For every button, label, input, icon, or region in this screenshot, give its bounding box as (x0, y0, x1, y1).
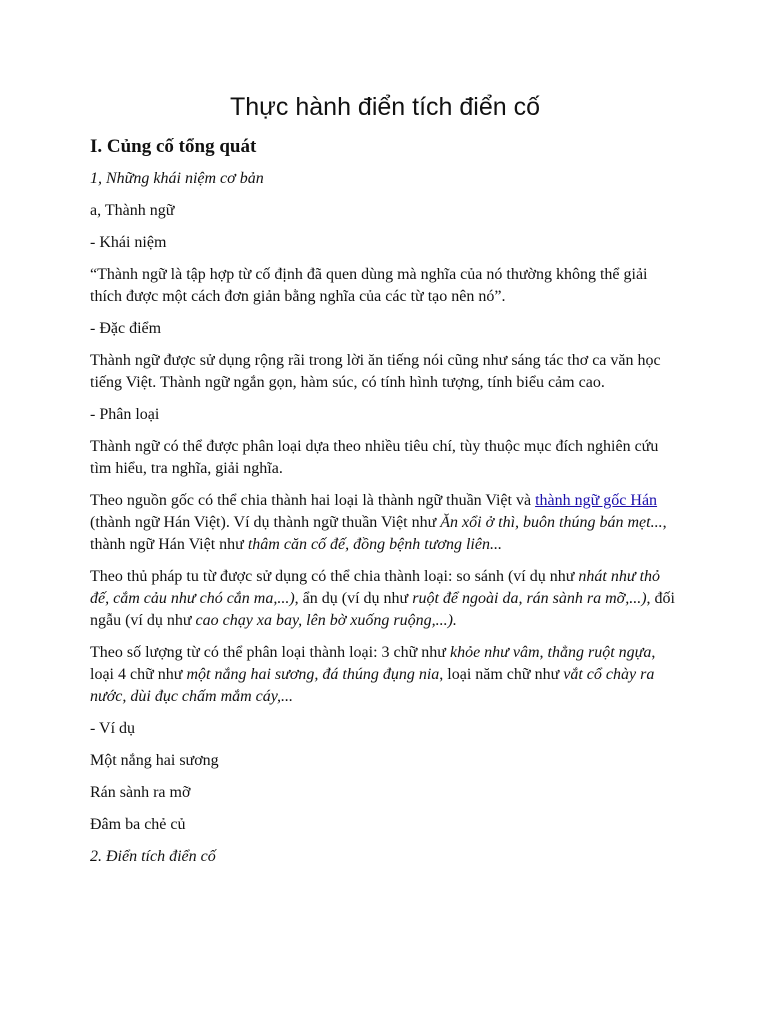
document-page (90, 90, 680, 878)
paragraph-rhetoric (90, 566, 680, 632)
example-item: Rán sành ra mỡ (90, 784, 191, 801)
page-title: Thực hành điển tích điển cố (230, 93, 540, 121)
example-item: Đâm ba chẻ củ (90, 816, 186, 833)
text-span: , loại 4 chữ như (90, 644, 656, 683)
text-span: Theo số lượng từ có thể phân loại thành loại: 3 chữ như (90, 644, 450, 661)
paragraph-characteristics: Thành ngữ được sử dụng rộng rãi trong lời ăn tiếng nói cũng như sáng tác thơ ca văn học tiếng Việt. Thành ngữ ngắn gọn, hàm súc, có tính hình tượng, tính biểu cảm cao. (90, 352, 661, 391)
paragraph-definition: “Thành ngữ là tập hợp từ cố định đã quen dùng mà nghĩa của nó thường không thể giải thích được một cách đơn giản bằng nghĩa của các từ tạo nên nó”. (90, 266, 648, 305)
text-span: , thành ngữ Hán Việt như (90, 514, 667, 553)
item-thanh-ngu: a, Thành ngữ (90, 202, 175, 219)
link-thanh-ngu-goc-han[interactable]: thành ngữ gốc Hán (535, 492, 658, 509)
text-span: Theo nguồn gốc có thể chia thành hai loại là thành ngữ thuần Việt và (90, 492, 536, 509)
subheading-dien-tich: 2. Điển tích điển cố (90, 848, 216, 865)
text-span: , ẩn dụ (ví dụ như (294, 590, 413, 607)
italic-example: ruột để ngoài da, rán sành ra mỡ,...) (412, 590, 647, 607)
subheading-basic-concepts: 1, Những khái niệm cơ bản (90, 170, 264, 187)
label-vi-du: - Ví dụ (90, 720, 136, 737)
italic-example: Ăn xổi ở thì, buôn thúng bán mẹt... (440, 514, 663, 531)
example-item: Một nắng hai sương (90, 752, 219, 769)
paragraph-classification: Thành ngữ có thể được phân loại dựa theo nhiều tiêu chí, tùy thuộc mục đích nghiên cứu tìm hiểu, tra nghĩa, giải nghĩa. (90, 438, 659, 477)
italic-example: nhát như thỏ đế, cắm cảu như chó cắn ma,...) (90, 568, 661, 607)
text-span: , đối ngẫu (ví dụ như (90, 590, 675, 629)
label-khai-niem: - Khái niệm (90, 234, 167, 251)
paragraph-origin (90, 490, 680, 556)
section-heading: I. Củng cố tổng quát (90, 136, 257, 157)
paragraph-word-count (90, 642, 680, 708)
italic-example: cao chạy xa bay, lên bờ xuống ruộng,...). (195, 612, 457, 629)
label-phan-loai: - Phân loại (90, 406, 160, 423)
text-span: Theo thủ pháp tu từ được sử dụng có thể chia thành loại: so sánh (ví dụ như (90, 568, 579, 585)
label-dac-diem: - Đặc điểm (90, 320, 162, 337)
text-span: , loại năm chữ như (439, 666, 564, 683)
italic-example: khỏe như vâm, thẳng ruột ngựa (449, 644, 652, 661)
italic-example: một nắng hai sương, đá thúng đụng nia (186, 666, 440, 683)
italic-example: thâm căn cố đế, đồng bệnh tương liên... (247, 536, 502, 553)
italic-example: vắt cổ chày ra nước, dùi đục chấm mắm cáy,... (90, 666, 655, 705)
text-span: (thành ngữ Hán Việt). Ví dụ thành ngữ thuần Việt như (90, 514, 441, 531)
